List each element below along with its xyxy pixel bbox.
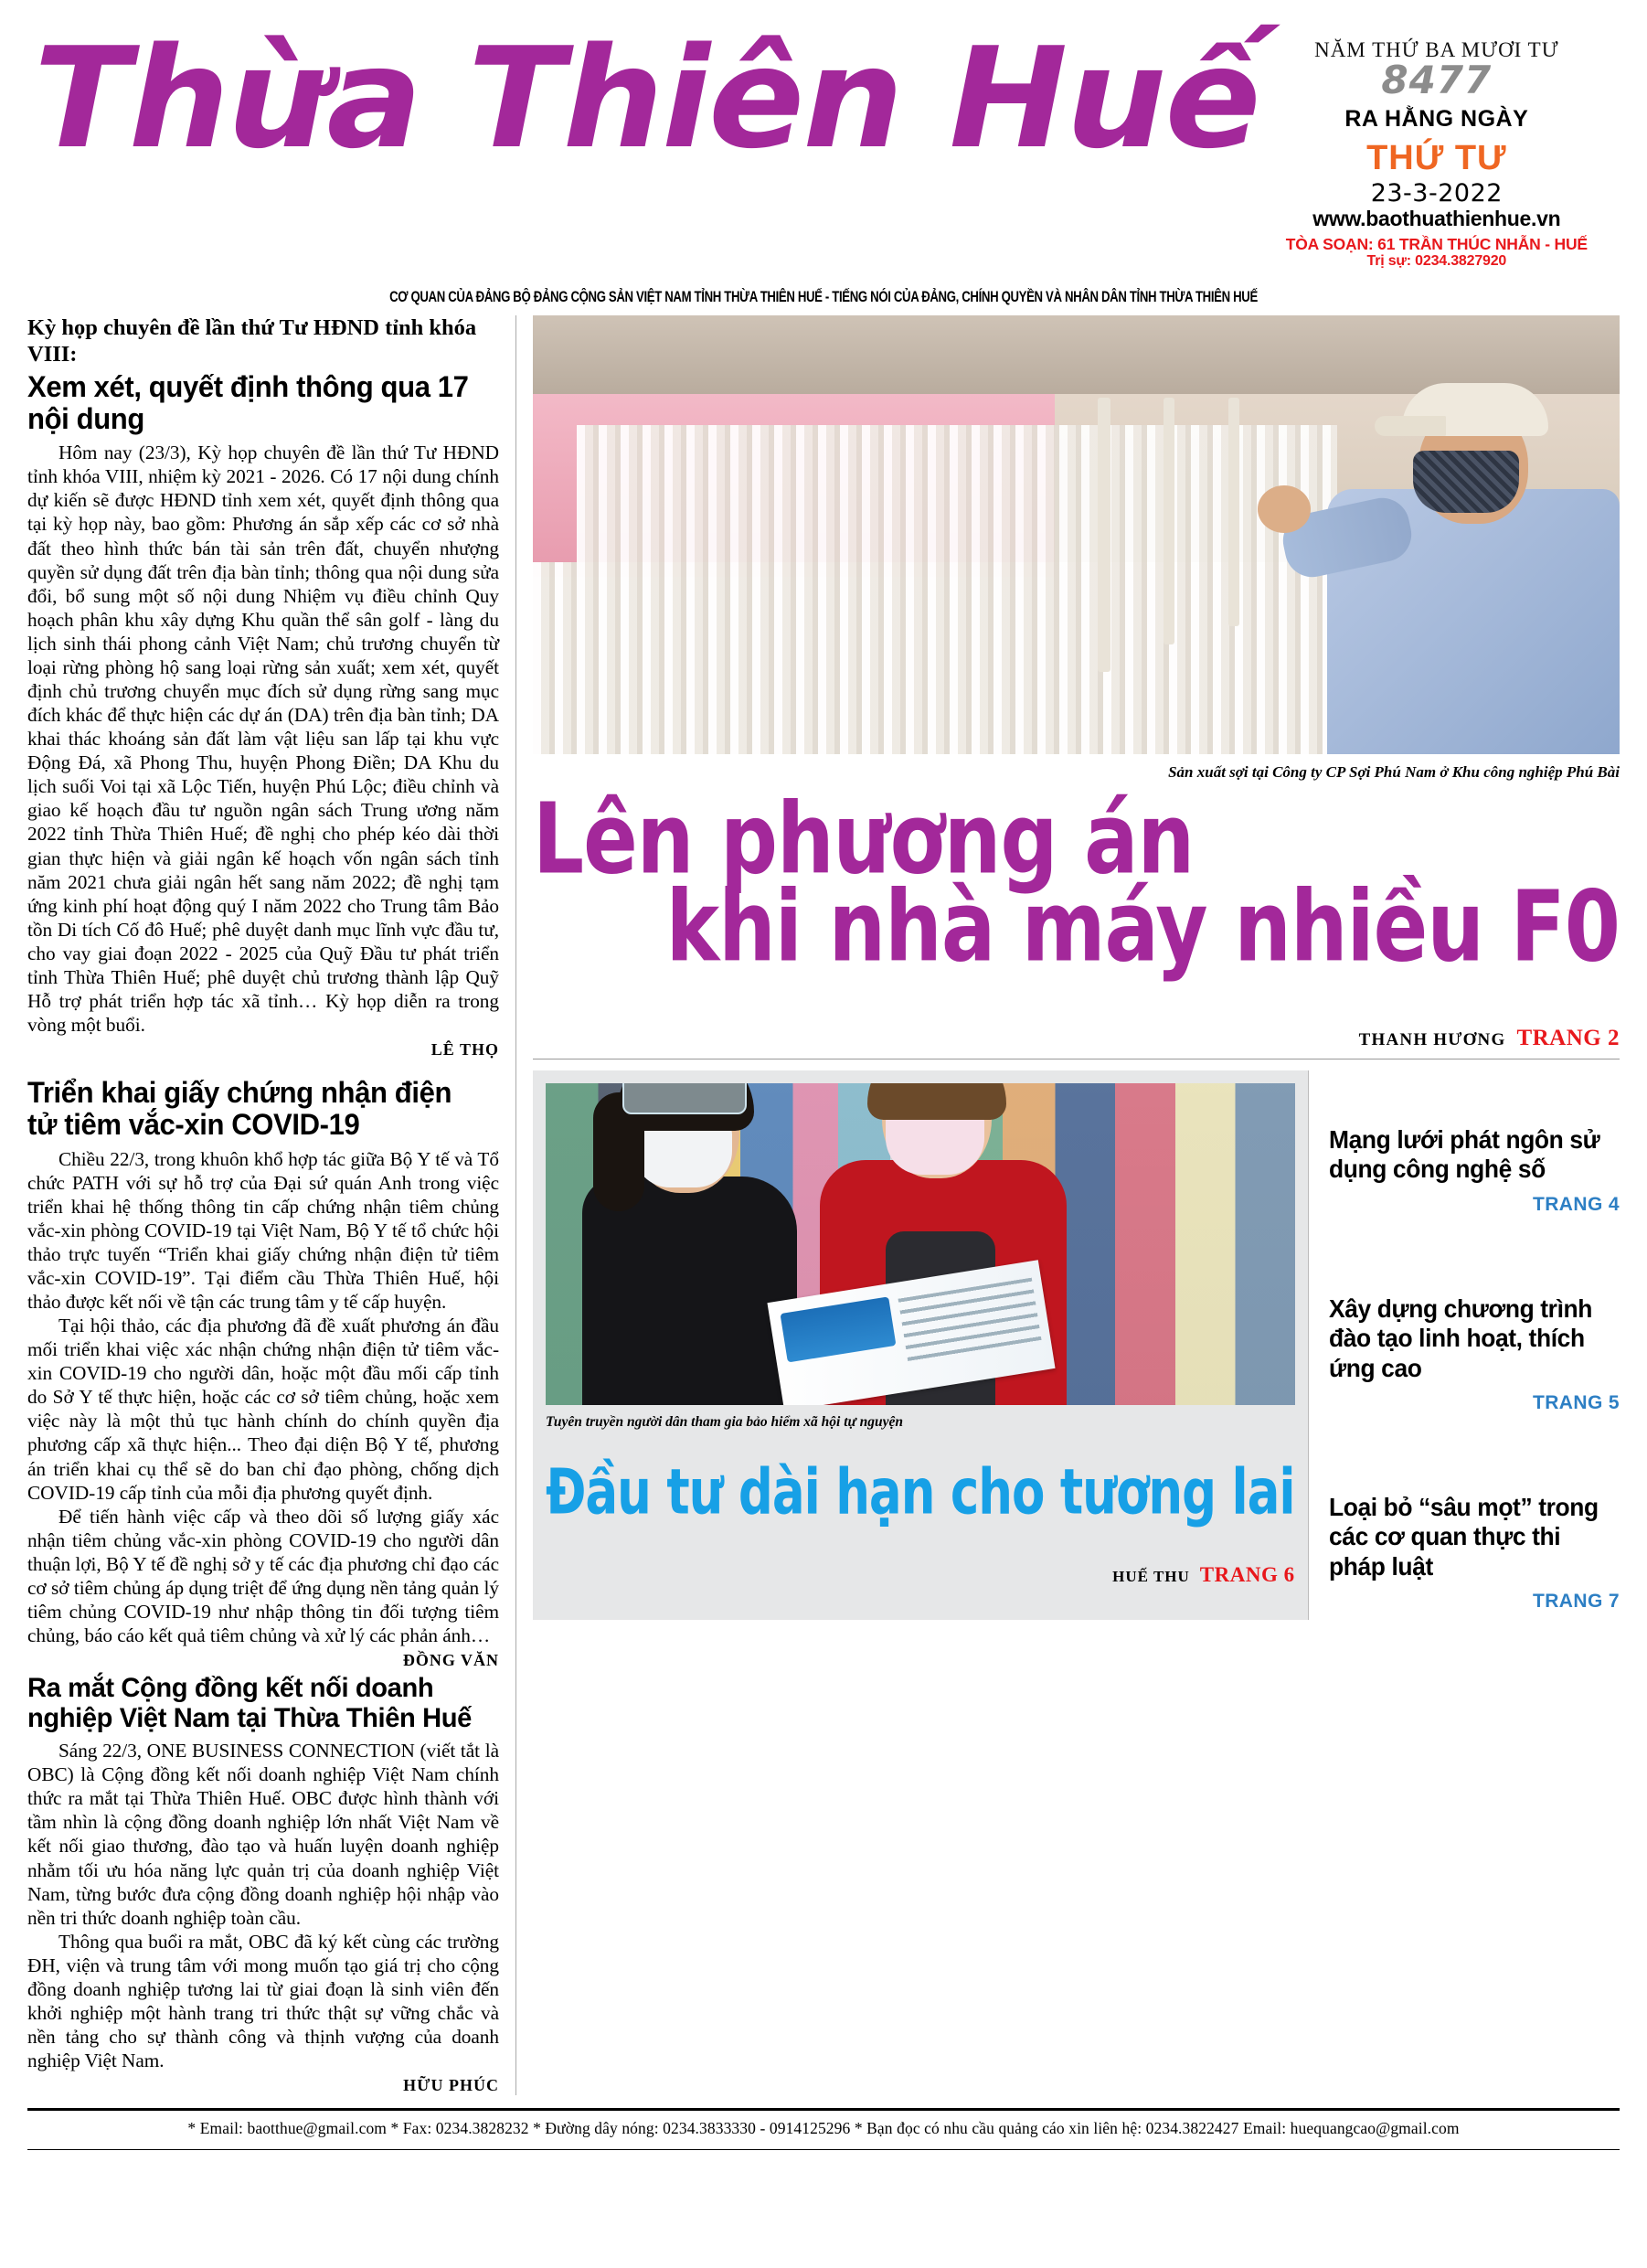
teaser-title[interactable]: Xây dựng chương trình đào tạo linh hoạt, thích ứng cao xyxy=(1328,1294,1592,1382)
article-byline: ĐỒNG VĂN xyxy=(402,1651,499,1670)
teaser-title[interactable]: Mạng lưới phát ngôn sử dụng công nghệ số xyxy=(1328,1124,1600,1184)
footer-contact-line: * Email: baotthue@gmail.com * Fax: 0234.3828232 * Đường dây nóng: 0234.3833330 - 0914125296 * Bạn đọc có nhu cầu quảng cáo xin liên hệ: 0234.3822427 Email: huequangcao@gmail.com xyxy=(187,2119,1460,2138)
leaflet-banner xyxy=(781,1296,897,1362)
spacer xyxy=(1329,1421,1620,1493)
masthead-info-block xyxy=(1247,31,1626,270)
article-hdnd-session[interactable] xyxy=(27,315,499,1059)
article-byline: LÊ THỌ xyxy=(430,1040,499,1059)
spacer xyxy=(1329,1223,1620,1294)
secondary-credit-name: HUẾ THU xyxy=(1112,1567,1190,1585)
article-body xyxy=(27,1739,499,2072)
person-right-hair xyxy=(867,1083,1006,1120)
worker-hand xyxy=(1258,485,1311,533)
lower-section xyxy=(533,1070,1620,1621)
spacer xyxy=(1329,1070,1620,1125)
secondary-story-photo xyxy=(546,1083,1295,1405)
paragraph: Sáng 22/3, ONE BUSINESS CONNECTION (viết tắt là OBC) là Cộng đồng kết nối doanh nghiệp Việt Nam chính thức ra mắt tại Thừa Thiên Huế. OBC được hình thành với tầm nhìn là cộng đồng doanh nghiệp lớn nhất Việt Nam về kết nối giao thương, đào tạo và huấn luyện doanh nghiệp nhằm tối ưu hóa năng lực quản trị của doanh nghiệp Việt Nam, từng bước đưa cộng đồng doanh nghiệp hội nhập vào nền tri thức doanh nghiệp toàn cầu. xyxy=(27,1740,499,1929)
website-url[interactable]: www.baothuathienhue.vn xyxy=(1312,207,1561,231)
publication-year-line: NĂM THỨ BA MƯƠI TƯ xyxy=(1314,38,1559,61)
teaser-column xyxy=(1309,1070,1620,1621)
machine-pipe-1 xyxy=(1098,398,1110,672)
teaser-page-reference[interactable]: TRANG 4 xyxy=(1533,1193,1620,1215)
lead-story-photo xyxy=(533,315,1620,754)
footer-rule xyxy=(27,2149,1620,2150)
left-column xyxy=(27,315,516,2095)
paragraph: Tại hội thảo, các địa phương đã đề xuất phương án đầu mối triển khai việc xác nhận chứng nhận điện tử tiêm vắc-xin COVID-19 cho người dân, hoặc một đầu mối cấp tỉnh do Sở Y tế thực hiện, hoặc các cơ sở tiêm chủng, hoặc xem việc này là một thủ tục hành chính do chính quyền địa phương cấp xã thực hiện... Theo đại diện Bộ Y tế, phương án triển khai cụ thể sẽ do ban chỉ đạo phòng, chống dịch COVID-19 cấp tỉnh của mỗi địa phương quyết định. xyxy=(27,1315,499,1504)
secondary-story[interactable] xyxy=(533,1070,1309,1621)
article-byline: HỮU PHÚC xyxy=(403,2076,499,2095)
worker-face-mask xyxy=(1413,451,1519,513)
teaser-title[interactable]: Loại bỏ “sâu mọt” trong các cơ quan thực thi pháp luật xyxy=(1328,1492,1599,1581)
machine-pipe-3 xyxy=(1228,398,1239,626)
worker-cap xyxy=(1402,383,1548,436)
teaser-item-2[interactable] xyxy=(1329,1294,1620,1414)
publication-date: 23-3-2022 xyxy=(1370,178,1503,208)
article-gap xyxy=(27,1059,499,1074)
article-headline[interactable]: Triển khai giấy chứng nhận điện tử tiêm vắc-xin COVID-19 xyxy=(27,1076,452,1142)
yarn-strands-upper xyxy=(577,425,1337,562)
masthead-tagline: CƠ QUAN CỦA ĐẢNG BỘ ĐẢNG CỘNG SẢN VIỆT NAM TỈNH THỪA THIÊN HUẾ - TIẾNG NÓI CỦA ĐẢNG, CHÍNH QUYỀN VÀ NHÂN DÂN TỈNH THỪA THIÊN HUẾ xyxy=(389,287,1258,305)
office-phone: Trị sự: 0234.3827920 xyxy=(1366,253,1507,270)
secondary-credit-row xyxy=(546,1563,1295,1587)
paragraph: Thông qua buổi ra mắt, OBC đã ký kết cùng các trường ĐH, viện và trung tâm với mong muốn tạo giá trị cho cộng đồng doanh nghiệp tương lai từ giai đoạn là sinh viên đến khởi nghiệp một hành trang tri thức thật sự vững chắc và nền tảng cho sự thành công và thịnh vượng của doanh nghiệp Việt Nam. xyxy=(27,1930,499,2072)
factory-worker xyxy=(1318,352,1620,754)
lead-photo-caption: Sản xuất sợi tại Công ty CP Sợi Phú Nam ở Khu công nghiệp Phú Bài xyxy=(1168,763,1620,781)
lead-page-reference[interactable]: TRANG 2 xyxy=(1516,1025,1620,1050)
weekday-label: THỨ TƯ xyxy=(1366,138,1507,177)
page-body xyxy=(0,315,1647,2095)
issue-number: 8477 xyxy=(1381,58,1493,103)
teaser-page-reference[interactable]: TRANG 7 xyxy=(1533,1591,1620,1613)
right-column xyxy=(516,315,1620,2095)
office-address: TÒA SOẠN: 61 TRẦN THÚC NHẪN - HUẾ xyxy=(1285,234,1588,253)
teaser-item-3[interactable] xyxy=(1329,1493,1620,1613)
person-left-face-shield xyxy=(622,1083,747,1114)
masthead xyxy=(0,0,1647,315)
leaflet-text-lines xyxy=(898,1277,1042,1361)
footer xyxy=(0,2108,1647,2150)
masthead-left xyxy=(27,17,1259,179)
paragraph: Hôm nay (23/3), Kỳ họp chuyên đề lần thứ Tư HĐND tỉnh khóa VIII, nhiệm kỳ 2021 - 2026. Có 17 nội dung chính dự kiến sẽ được HĐND tỉnh xem xét, quyết định thông qua tại kỳ họp này, bao gồm: Phương án sắp xếp các cơ sở nhà đất theo hình thức bán tài sản trên đất, chuyển nhượng quyền sử dụng đất trên địa bàn tỉnh; thông qua nội dung sửa đổi, bổ sung một số nội dung Nhiệm vụ điều chỉnh Quy hoạch phân khu xây dựng Khu quần thể sân golf - làng du lịch sinh thái phong cảnh Việt Nam; chủ trương chuyển từ loại rừng phòng hộ sang loại rừng sản xuất; xem xét, quyết định chủ trương chuyển mục đích sử dụng rừng sang mục đích khác để thực hiện các dự án (DA) trên địa bàn tỉnh; DA khai thác khoáng sản đất làm vật liệu san lấp tại khu vực Động Đá, xã Phong Thu, huyện Phong Điền; DA Khu du lịch suối Voi tại xã Lộc Tiến, huyện Phú Lộc; điều chỉnh và giao kế hoạch đầu tư nguồn ngân sách Trung ương năm 2022 tỉnh Thừa Thiên Huế; đề nghị cho phép kéo dài thời gian thực hiện và giải ngân kế hoạch vốn ngân sách tỉnh năm 2021 chưa giải ngân hết sang năm 2022; đề nghị tạm ứng kinh phí hoạt động quý I năm 2022 cho Trung tâm Bảo tồn Di tích Cố đô Huế; phê duyệt danh mục lĩnh vực đầu tư, cho vay giai đoạn 2022 - 2025 của Quỹ Đầu tư phát triển tỉnh Thừa Thiên Huế; phê duyệt chủ trương thành lập Quỹ Hỗ trợ phát triển hợp tác xã tỉnh… Kỳ họp diễn ra trong vòng một buổi. xyxy=(27,442,499,1037)
teaser-item-1[interactable] xyxy=(1329,1125,1620,1216)
secondary-photo-caption: Tuyên truyền người dân tham gia bảo hiểm xã hội tự nguyện xyxy=(546,1413,904,1430)
article-vaccine-certificate[interactable] xyxy=(27,1077,499,1670)
secondary-page-reference[interactable]: TRANG 6 xyxy=(1199,1562,1295,1586)
lead-credit-row xyxy=(533,1026,1620,1051)
yarn-strands-lower xyxy=(533,562,1380,754)
article-body xyxy=(27,441,499,1037)
lead-headline-line2[interactable]: khi nhà máy nhiều F0 xyxy=(665,868,1620,984)
secondary-headline[interactable]: Đầu tư dài hạn cho tương lai xyxy=(546,1455,1295,1529)
paragraph: Chiều 22/3, trong khuôn khổ hợp tác giữa Bộ Y tế và Tổ chức PATH với sự hỗ trợ của Đại sứ quán Anh trong việc triển khai hệ thống thông tin cấp chứng nhận tiêm chủng vắc-xin phòng COVID-19 tại Việt Nam, Bộ Y tế tổ chức hội thảo trực tuyến “Triển khai giấy chứng nhận điện tử tiêm vắc-xin COVID-19”. Tại điểm cầu Thừa Thiên Huế, hội thảo được kết nối về tận các trung tâm y tế cấp huyện. xyxy=(27,1147,499,1313)
lead-credit-name: THANH HƯƠNG xyxy=(1358,1029,1506,1049)
article-headline[interactable]: Xem xét, quyết định thông qua 17 nội dung xyxy=(27,369,469,435)
machine-pipe-2 xyxy=(1164,398,1174,644)
paragraph: Để tiến hành việc cấp và theo dõi số lượng giấy xác nhận tiêm chủng vắc-xin phòng COVID-19 cho người dân thuận lợi, Bộ Y tế đề nghị sở y tế các địa phương chỉ đạo các cơ sở tiêm chủng áp dụng triệt để ứng dụng nền tảng quản lý tiêm chủng COVID-19 như nhập thông tin đối tượng tiêm chủng, báo cáo kết quả tiêm chủng và xử lý các phản ánh… xyxy=(27,1505,499,1647)
teaser-page-reference[interactable]: TRANG 5 xyxy=(1533,1391,1620,1413)
article-body xyxy=(27,1147,499,1648)
article-headline[interactable]: Ra mắt Cộng đồng kết nối doanh nghiệp Việt Nam tại Thừa Thiên Huế xyxy=(27,1673,472,1734)
publication-frequency: RA HẰNG NGÀY xyxy=(1344,106,1529,133)
article-obc-launch[interactable] xyxy=(27,1673,499,2095)
paper-title: Thừa Thiên Huế xyxy=(34,17,1259,179)
article-kicker: Kỳ họp chuyên đề lần thứ Tư HĐND tỉnh khóa VIII: xyxy=(27,315,477,367)
person-left-mask xyxy=(633,1122,732,1187)
lead-headline-line1[interactable]: Lên phương án xyxy=(533,780,1195,896)
